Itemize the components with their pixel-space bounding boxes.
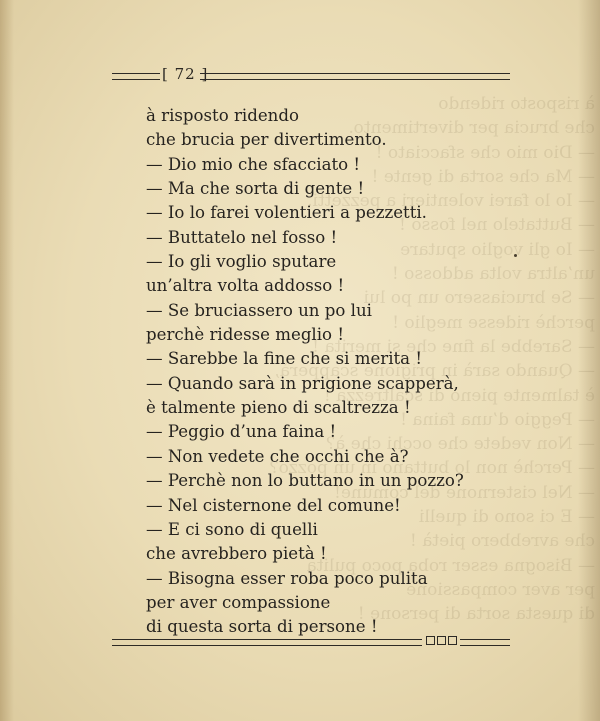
poem-line: — Ma che sorta di gente !	[146, 179, 365, 199]
page-header	[112, 66, 510, 86]
footer-rule-right	[460, 639, 510, 646]
ornament-square	[448, 636, 457, 645]
show-through-text: à risposto ridendo che brucia per divertimento. — Dio mio che sfacciato ! — Ma che sorta di gente ! — Io lo farei volentieri a pezzetti. — Buttatelo nel fosso ! — Io gli voglio sputare un’altra volta addosso ! — Se bruciassero un po lui perchè ridesse meglio ! — Sarebbe la fine che si merita ! — Quando sarà in prigione scapperà, è talmente pieno di scaltrezza ! — Peggio d’una faina ! — Non vedete che occhi che à? — Perchè non lo buttano in un pozzo? — Nel cisternone del comune! — E ci sono di quelli che avrebbero pietà ! — Bisogna esser roba poco pulita per aver compassione di questa sorta di persone !	[269, 94, 595, 625]
page-edge-shadow	[578, 0, 600, 721]
ornament-square	[437, 636, 446, 645]
page-footer	[112, 633, 510, 653]
poem-text	[146, 104, 464, 640]
poem-line: di questa sorta di persone !	[146, 617, 378, 637]
header-rule-left	[112, 73, 160, 80]
poem-line: — E ci sono di quelli	[146, 519, 318, 539]
page-number: [ 72 ]	[162, 65, 209, 83]
poem-line: che avrebbero pietà !	[146, 544, 327, 564]
footer-rule-left	[112, 639, 422, 646]
ink-speck	[514, 254, 517, 257]
ornament-icon	[426, 636, 457, 645]
poem-line: perchè ridesse meglio !	[146, 325, 344, 345]
poem-line: — Dio mio che sfacciato !	[146, 154, 361, 174]
ornament-square	[426, 636, 435, 645]
poem-line: — Se bruciassero un po lui	[146, 300, 372, 320]
poem-line: — Quando sarà in prigione scapperà,	[146, 373, 459, 393]
poem-line: — Sarebbe la fine che si merita !	[146, 349, 423, 369]
poem-line: per aver compassione	[146, 592, 331, 612]
poem-line: — Bisogna esser roba poco pulita	[146, 568, 428, 588]
poem-line: — Io gli voglio sputare	[146, 252, 337, 272]
poem-line: — Peggio d’una faina !	[146, 422, 337, 442]
poem-line: — Nel cisternone del comune!	[146, 495, 401, 515]
poem-line: che brucia per divertimento.	[146, 130, 387, 150]
poem-line: è talmente pieno di scaltrezza !	[146, 398, 411, 418]
poem-line: — Non vedete che occhi che à?	[146, 446, 409, 466]
poem-line: — Buttatelo nel fosso !	[146, 227, 338, 247]
header-rule-right	[200, 73, 510, 80]
poem-line: — Io lo farei volentieri a pezzetti.	[146, 203, 427, 223]
poem-line: à risposto ridendo	[146, 106, 299, 125]
poem-line: — Perchè non lo buttano in un pozzo?	[146, 471, 464, 491]
binding-shadow	[0, 0, 14, 721]
poem-line: un’altra volta addosso !	[146, 276, 345, 296]
